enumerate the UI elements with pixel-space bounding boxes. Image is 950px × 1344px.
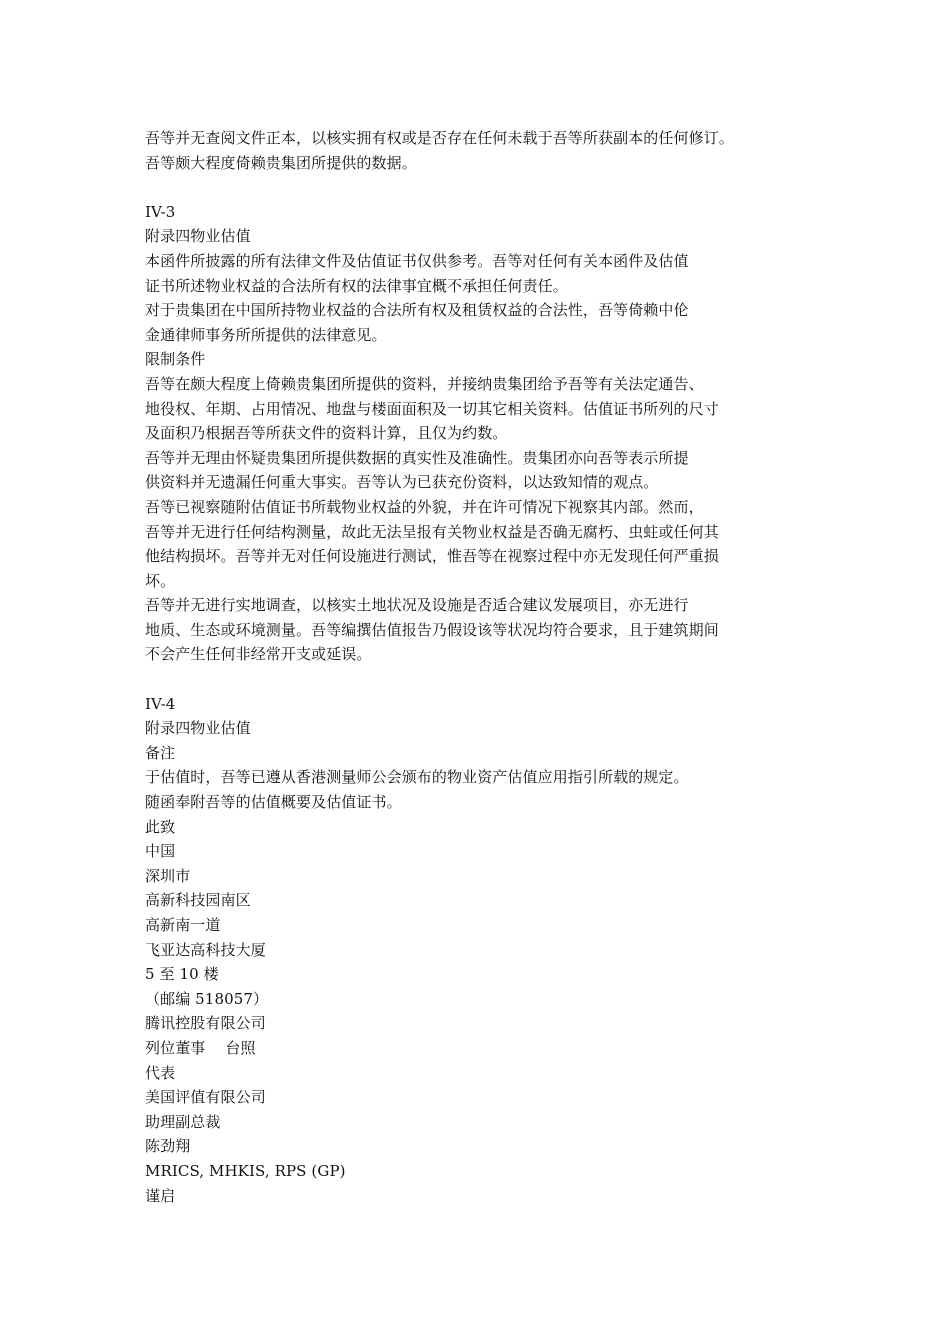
text-line: 不会产生任何非经常开支或延误。 [145, 645, 372, 664]
address-line: 中国 [145, 842, 176, 861]
text-line: 吾等并无查阅文件正本，以核实拥有权或是否存在任何未载于吾等所获副本的任何修订。 [145, 129, 734, 147]
addressee: 列位董事 台照 [145, 1038, 256, 1057]
text-line: 对于贵集团在中国所持物业权益的合法所有权及租赁权益的合法性，吾等倚赖中伦 [145, 301, 689, 320]
address-line: （邮编 518057） [145, 989, 269, 1008]
salutation: 此致 [145, 817, 176, 836]
signatory-credentials: MRICS, MHKIS, RPS (GP) [145, 1161, 346, 1180]
signature-line: 助理副总裁 [145, 1112, 221, 1131]
signatory-name: 陈劲翔 [145, 1137, 191, 1156]
address-line: 高新科技园南区 [145, 891, 251, 910]
text-line: 地质、生态或环境测量。吾等编撰估值报告乃假设该等状况均符合要求，且于建筑期间 [145, 620, 719, 639]
blank-line [145, 667, 805, 692]
address-line: 高新南一道 [145, 916, 221, 934]
page-number: IV-4 [145, 694, 176, 713]
text-line: 地役权、年期、占用情况、地盘与楼面面积及一切其它相关资料。估值证书所列的尺寸 [145, 399, 719, 418]
text-line: 吾等已视察随附估值证书所载物业权益的外貌，并在许可情况下视察其内部。然而， [145, 497, 704, 516]
text-line: 他结构损坏。吾等并无对任何设施进行测试，惟吾等在视察过程中亦无发现任何严重损 [145, 547, 719, 566]
text-line: 证书所述物业权益的合法所有权的法律事宜概不承担任何责任。 [145, 276, 568, 295]
blank-line [145, 175, 805, 200]
text-line: 及面积乃根据吾等所获文件的资料计算，且仅为约数。 [145, 424, 508, 443]
text-line: 吾等并无进行任何结构测量，故此无法呈报有关物业权益是否确无腐朽、虫蛀或任何其 [145, 522, 719, 541]
section-heading: 限制条件 [145, 350, 206, 369]
appendix-header: 附录四物业估值 [145, 719, 251, 738]
text-line: 于估值时，吾等已遵从香港测量师公会颁布的物业资产估值应用指引所载的规定。 [145, 768, 689, 787]
text-line: 吾等并无进行实地调查，以核实土地状况及设施是否适合建议发展项目，亦无进行 [145, 596, 689, 615]
page-number: IV-3 [145, 202, 176, 221]
signature-line: 代表 [145, 1063, 176, 1082]
text-line: 随函奉附吾等的估值概要及估值证书。 [145, 793, 402, 812]
section-heading: 备注 [145, 743, 176, 762]
document-body [145, 126, 805, 1208]
text-line: 吾等颇大程度倚赖贵集团所提供的数据。 [145, 153, 417, 172]
appendix-header: 附录四物业估值 [145, 227, 251, 246]
text-line: 吾等并无理由怀疑贵集团所提供数据的真实性及准确性。贵集团亦向吾等表示所提 [145, 448, 689, 467]
closing: 谨启 [145, 1186, 176, 1205]
address-line: 飞亚达高科技大厦 [145, 940, 266, 959]
address-line: 5 至 10 楼 [145, 965, 219, 984]
text-line: 供资料并无遗漏任何重大事实。吾等认为已获充份资料，以达致知情的观点。 [145, 473, 659, 492]
signature-line: 美国评值有限公司 [145, 1088, 266, 1107]
text-line: 坏。 [145, 571, 176, 590]
text-line: 金通律师事务所所提供的法律意见。 [145, 325, 387, 344]
text-line: 本函件所披露的所有法律文件及估值证书仅供参考。吾等对任何有关本函件及估值 [145, 251, 689, 270]
address-line: 深圳市 [145, 866, 191, 885]
text-line: 吾等在颇大程度上倚赖贵集团所提供的资料，并接纳贵集团给予吾等有关法定通告、 [145, 374, 704, 393]
addressee: 腾讯控股有限公司 [145, 1014, 266, 1033]
